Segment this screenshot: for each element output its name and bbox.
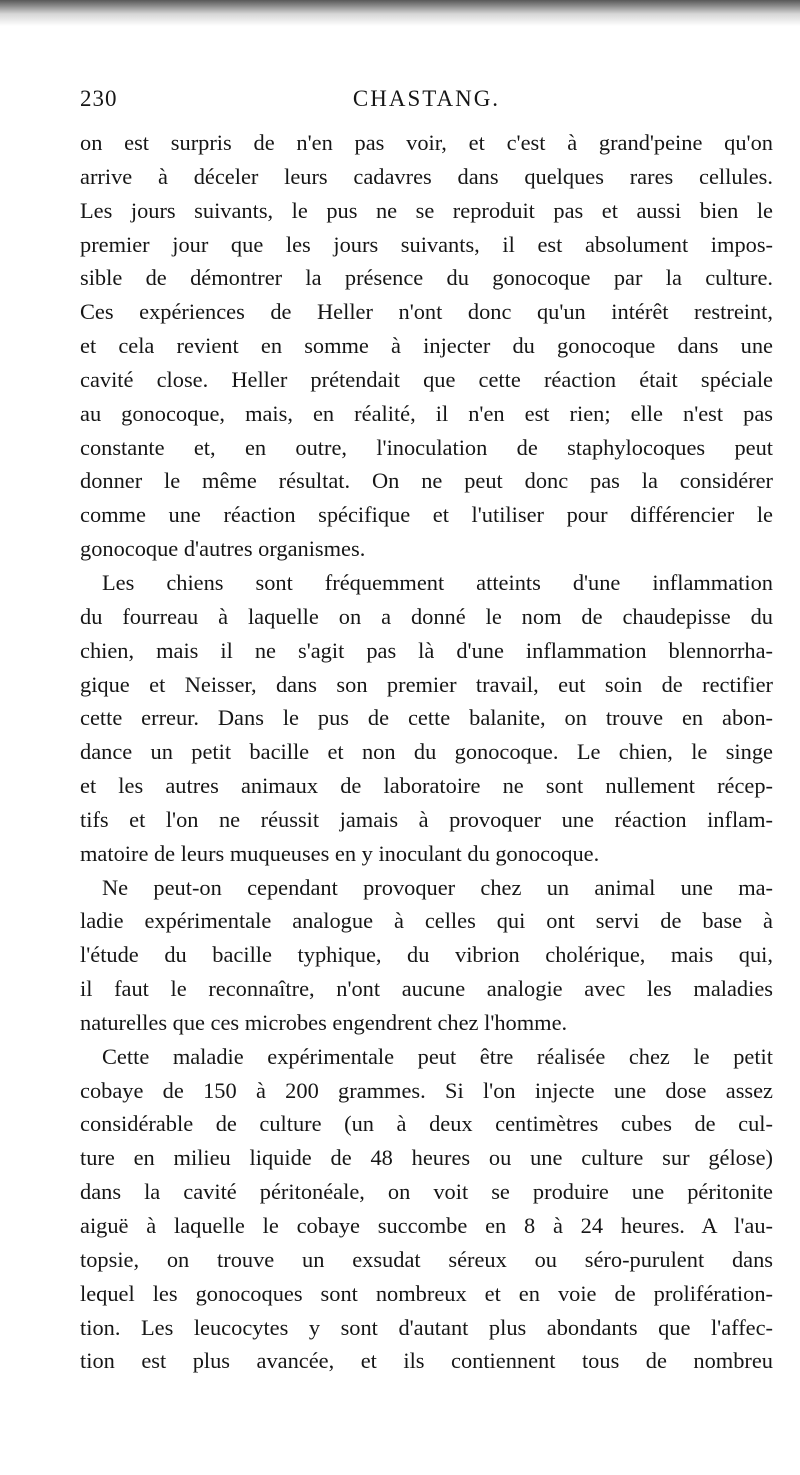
- text-line: tifs et l'on ne réussit jamais à provoquer une réaction inflam-: [80, 806, 773, 832]
- text-line: cobaye de 150 à 200 grammes. Si l'on injecte une dose assez: [80, 1077, 773, 1103]
- text-line: on est surpris de n'en pas voir, et c'est à grand'peine qu'on: [80, 130, 773, 155]
- text-line: au gonocoque, mais, en réalité, il n'en est rien; elle n'est pas: [80, 400, 773, 426]
- text-line: aiguë à laquelle le cobaye succombe en 8 à 24 heures. A l'au-: [80, 1213, 773, 1238]
- text-line: l'étude du bacille typhique, du vibrion cholérique, mais qui,: [80, 942, 773, 968]
- running-head: CHASTANG.: [352, 86, 501, 111]
- text-line: tion. Les leucocytes y sont d'autant plus abondants que l'affec-: [80, 1314, 773, 1340]
- page-header: [80, 86, 773, 116]
- text-line: gique et Neisser, dans son premier travail, eut soin de rectifier: [80, 671, 773, 697]
- text-line: gonocoque d'autres organismes.: [80, 536, 366, 562]
- body-text: [80, 126, 773, 1378]
- text-line: considérable de culture (un à deux centimètres cubes de cul-: [80, 1111, 773, 1137]
- text-line: Ne peut-on cependant provoquer chez un animal une ma-: [102, 874, 773, 900]
- text-line: Ces expériences de Heller n'ont donc qu'un intérêt restreint,: [80, 299, 773, 325]
- text-line: et cela revient en somme à injecter du gonocoque dans une: [80, 333, 773, 359]
- text-line: du fourreau à laquelle on a donné le nom de chaudepisse du: [80, 603, 773, 629]
- text-line: constante et, en outre, l'inoculation de staphylocoques peut: [80, 434, 773, 460]
- text-line: dance un petit bacille et non du gonocoque. Le chien, le singe: [80, 739, 773, 765]
- text-line: cavité close. Heller prétendait que cette réaction était spéciale: [80, 366, 773, 392]
- text-line: ture en milieu liquide de 48 heures ou une culture sur gélose): [80, 1145, 773, 1171]
- text-line: Les jours suivants, le pus ne se reproduit pas et aussi bien le: [80, 197, 773, 223]
- text-line: naturelles que ces microbes engendrent chez l'homme.: [80, 1009, 568, 1035]
- page-number: 230: [80, 86, 118, 111]
- text-line: cette erreur. Dans le pus de cette balanite, on trouve en abon-: [80, 705, 773, 731]
- text-line: et les autres animaux de laboratoire ne sont nullement récep-: [80, 773, 773, 799]
- text-line: Cette maladie expérimentale peut être réalisée chez le petit: [102, 1043, 773, 1069]
- text-line: il faut le reconnaître, n'ont aucune analogie avec les maladies: [80, 976, 773, 1002]
- text-line: lequel les gonocoques sont nombreux et en voie de prolifération-: [80, 1280, 773, 1306]
- text-line: comme une réaction spécifique et l'utiliser pour différencier le: [80, 502, 773, 528]
- text-line: sible de démontrer la présence du gonocoque par la culture.: [80, 265, 773, 291]
- text-line: premier jour que les jours suivants, il est absolument impos-: [80, 231, 773, 257]
- text-line: matoire de leurs muqueuses en y inoculant du gonocoque.: [80, 840, 600, 866]
- text-line: topsie, on trouve un exsudat séreux ou séro-purulent dans: [80, 1246, 773, 1272]
- text-line: donner le même résultat. On ne peut donc pas la considérer: [80, 468, 773, 494]
- text-line: tion est plus avancée, et ils contiennent tous de nombreu: [80, 1348, 773, 1374]
- text-line: Les chiens sont fréquemment atteints d'une inflammation: [102, 569, 773, 595]
- text-line: dans la cavité péritonéale, on voit se produire une péritonite: [80, 1179, 773, 1205]
- text-line: ladie expérimentale analogue à celles qui ont servi de base à: [80, 908, 773, 934]
- text-line: chien, mais il ne s'agit pas là d'une inflammation blennorrha-: [80, 637, 773, 663]
- text-line: arrive à déceler leurs cadavres dans quelques rares cellules.: [80, 163, 773, 189]
